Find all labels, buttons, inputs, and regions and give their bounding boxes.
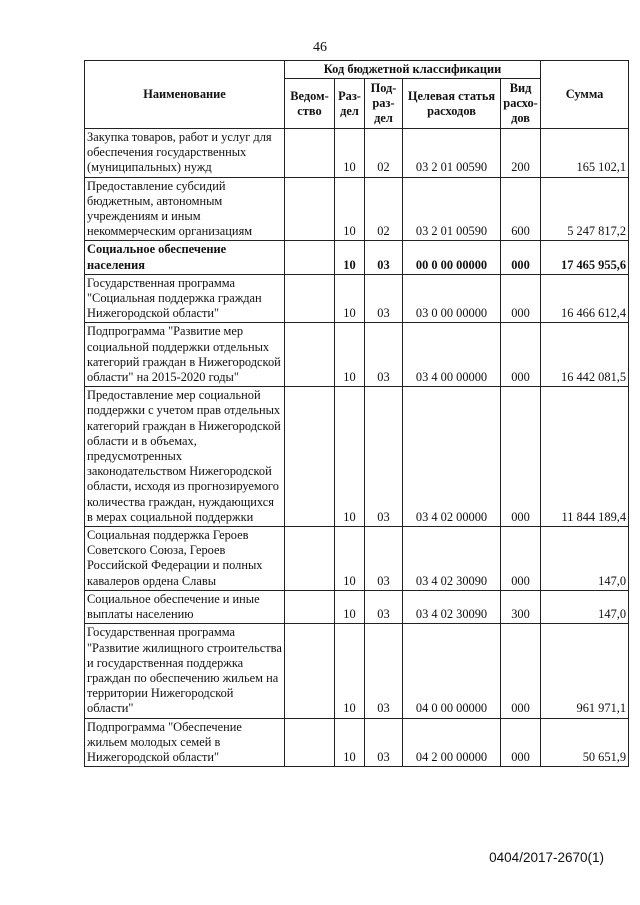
row-vedomstvo	[285, 718, 335, 767]
row-razdel: 10	[335, 177, 365, 241]
row-target: 03 4 00 00000	[403, 323, 501, 387]
row-name: Социальное обеспечение и иные выплаты населению	[85, 590, 285, 623]
row-vedomstvo	[285, 387, 335, 527]
row-name: Государственная программа "Социальная поддержка граждан Нижегородской области"	[85, 274, 285, 323]
header-vid: Вид расхо-дов	[501, 79, 541, 129]
row-name: Предоставление мер социальной поддержки с учетом прав отдельных категорий граждан в Нижегородской области и в объемах, предусмотренных законодательством Нижегородской области, исходя из прогнозируемого количества граждан, нуждающихся в мерах социальной поддержки	[85, 387, 285, 527]
row-sum: 50 651,9	[541, 718, 629, 767]
row-name: Социальная поддержка Героев Советского Союза, Героев Российской Федерации и полных кавалеров ордена Славы	[85, 527, 285, 591]
row-razdel: 10	[335, 129, 365, 178]
row-name: Социальное обеспечение населения	[85, 241, 285, 274]
row-name: Подпрограмма "Развитие мер социальной поддержки отдельных категорий граждан в Нижегородской области" на 2015-2020 годы"	[85, 323, 285, 387]
row-sum: 17 465 955,6	[541, 241, 629, 274]
header-sum: Сумма	[541, 61, 629, 129]
row-podrazdel: 03	[365, 274, 403, 323]
row-razdel: 10	[335, 323, 365, 387]
row-sum: 165 102,1	[541, 129, 629, 178]
row-name: Предоставление субсидий бюджетным, автономным учреждениям и иным некоммерческим организациям	[85, 177, 285, 241]
row-vid: 000	[501, 718, 541, 767]
row-vedomstvo	[285, 274, 335, 323]
table-row	[85, 129, 629, 178]
row-target: 03 2 01 00590	[403, 177, 501, 241]
row-vid: 000	[501, 274, 541, 323]
row-vedomstvo	[285, 241, 335, 274]
row-sum: 16 442 081,5	[541, 323, 629, 387]
row-razdel: 10	[335, 241, 365, 274]
row-podrazdel: 03	[365, 323, 403, 387]
header-name: Наименование	[85, 61, 285, 129]
row-sum: 5 247 817,2	[541, 177, 629, 241]
budget-table	[84, 60, 629, 767]
row-razdel: 10	[335, 590, 365, 623]
row-razdel: 10	[335, 718, 365, 767]
row-razdel: 10	[335, 387, 365, 527]
row-razdel: 10	[335, 527, 365, 591]
header-classification-group: Код бюджетной классификации	[285, 61, 541, 79]
table-row	[85, 387, 629, 527]
row-sum: 147,0	[541, 527, 629, 591]
row-vedomstvo	[285, 624, 335, 718]
row-razdel: 10	[335, 624, 365, 718]
row-vid: 300	[501, 590, 541, 623]
row-name: Государственная программа "Развитие жилищного строительства и государственная поддержка граждан по обеспечению жильем на территории Нижегородской области"	[85, 624, 285, 718]
row-vid: 000	[501, 624, 541, 718]
row-vid: 000	[501, 527, 541, 591]
table-row	[85, 274, 629, 323]
row-vedomstvo	[285, 177, 335, 241]
row-vedomstvo	[285, 527, 335, 591]
row-vid: 000	[501, 241, 541, 274]
row-podrazdel: 03	[365, 590, 403, 623]
row-vid: 600	[501, 177, 541, 241]
page-number: 46	[313, 40, 327, 55]
header-razdel: Раз-дел	[335, 79, 365, 129]
row-podrazdel: 03	[365, 718, 403, 767]
row-target: 04 0 00 00000	[403, 624, 501, 718]
row-target: 03 4 02 30090	[403, 590, 501, 623]
table-row	[85, 718, 629, 767]
row-podrazdel: 02	[365, 177, 403, 241]
row-sum: 147,0	[541, 590, 629, 623]
row-target: 00 0 00 00000	[403, 241, 501, 274]
table-row	[85, 527, 629, 591]
row-target: 03 0 00 00000	[403, 274, 501, 323]
row-name: Подпрограмма "Обеспечение жильем молодых семей в Нижегородской области"	[85, 718, 285, 767]
row-vid: 000	[501, 323, 541, 387]
header-target: Целевая статья расходов	[403, 79, 501, 129]
row-sum: 961 971,1	[541, 624, 629, 718]
row-vedomstvo	[285, 323, 335, 387]
row-target: 03 4 02 00000	[403, 387, 501, 527]
table-row	[85, 624, 629, 718]
table-row	[85, 177, 629, 241]
row-sum: 16 466 612,4	[541, 274, 629, 323]
row-vedomstvo	[285, 590, 335, 623]
row-target: 04 2 00 00000	[403, 718, 501, 767]
document-code: 0404/2017-2670(1)	[489, 850, 604, 865]
header-vedomstvo: Ведом-ство	[285, 79, 335, 129]
row-vid: 000	[501, 387, 541, 527]
row-podrazdel: 03	[365, 241, 403, 274]
table-row	[85, 323, 629, 387]
table-row	[85, 590, 629, 623]
row-podrazdel: 02	[365, 129, 403, 178]
row-target: 03 2 01 00590	[403, 129, 501, 178]
header-podrazdel: Под-раз-дел	[365, 79, 403, 129]
row-podrazdel: 03	[365, 527, 403, 591]
row-vid: 200	[501, 129, 541, 178]
row-vedomstvo	[285, 129, 335, 178]
row-podrazdel: 03	[365, 387, 403, 527]
row-podrazdel: 03	[365, 624, 403, 718]
row-razdel: 10	[335, 274, 365, 323]
row-target: 03 4 02 30090	[403, 527, 501, 591]
row-name: Закупка товаров, работ и услуг для обеспечения государственных (муниципальных) нужд	[85, 129, 285, 178]
row-sum: 11 844 189,4	[541, 387, 629, 527]
table-row	[85, 241, 629, 274]
